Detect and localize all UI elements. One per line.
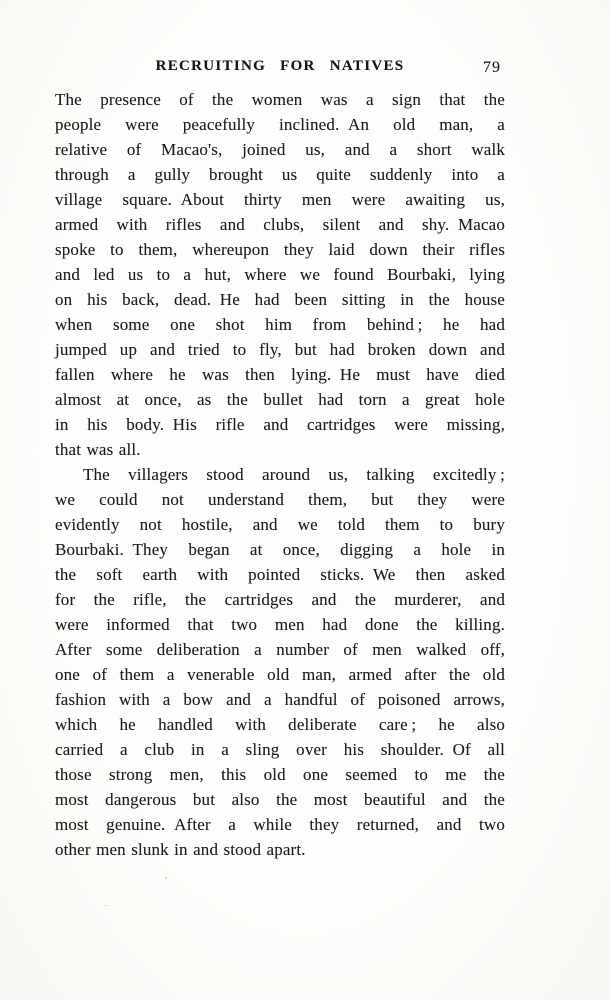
text-line: the soft earth with pointed sticks. We then asked xyxy=(55,565,505,584)
text-line: The villagers stood around us, talking excitedly ; xyxy=(83,465,505,484)
page-number: 79 xyxy=(483,59,501,76)
text-line: The presence of the women was a sign that the xyxy=(55,90,505,109)
paragraph xyxy=(55,462,505,862)
text-line: for the rifle, the cartridges and the murderer, and xyxy=(55,590,505,609)
text-line: people were peacefully inclined. An old man, a xyxy=(55,115,505,134)
text-line: other men slunk in and stood apart. xyxy=(55,840,306,859)
text-line: village square. About thirty men were awaiting us, xyxy=(55,190,505,209)
scan-speck xyxy=(165,877,167,879)
text-line: spoke to them, whereupon they laid down their rifles xyxy=(55,240,505,259)
text-line: that was all. xyxy=(55,440,141,459)
text-line: jumped up and tried to fly, but had broken down and xyxy=(55,340,505,359)
text-line: evidently not hostile, and we told them to bury xyxy=(55,515,505,534)
text-line: one of them a venerable old man, armed after the old xyxy=(55,665,505,684)
text-line: which he handled with deliberate care ; he also xyxy=(55,715,505,734)
text-line: we could not understand them, but they were xyxy=(55,490,505,509)
page-header xyxy=(55,58,505,80)
text-line: Bourbaki. They began at once, digging a hole in xyxy=(55,540,505,559)
text-line: those strong men, this old one seemed to me the xyxy=(55,765,505,784)
text-line: were informed that two men had done the killing. xyxy=(55,615,505,634)
running-title: RECRUITING FOR NATIVES xyxy=(155,58,405,74)
text-line: through a gully brought us quite suddenly into a xyxy=(55,165,505,184)
text-line: carried a club in a sling over his shoulder. Of all xyxy=(55,740,505,759)
text-line: fallen where he was then lying. He must have died xyxy=(55,365,505,384)
text-line: in his body. His rifle and cartridges were missing, xyxy=(55,415,505,434)
text-line: and led us to a hut, where we found Bourbaki, lying xyxy=(55,265,505,284)
scan-speck xyxy=(105,905,107,906)
text-line: when some one shot him from behind ; he had xyxy=(55,315,505,334)
paragraph xyxy=(55,87,505,462)
text-line: most dangerous but also the most beautiful and the xyxy=(55,790,505,809)
text-line: relative of Macao's, joined us, and a short walk xyxy=(55,140,505,159)
text-line: most genuine. After a while they returned, and two xyxy=(55,815,505,834)
page-body xyxy=(55,87,505,862)
text-line: almost at once, as the bullet had torn a great hole xyxy=(55,390,505,409)
text-line: armed with rifles and clubs, silent and shy. Macao xyxy=(55,215,505,234)
text-line: fashion with a bow and a handful of poisoned arrows, xyxy=(55,690,505,709)
text-line: on his back, dead. He had been sitting in the house xyxy=(55,290,505,309)
text-line: After some deliberation a number of men walked off, xyxy=(55,640,505,659)
